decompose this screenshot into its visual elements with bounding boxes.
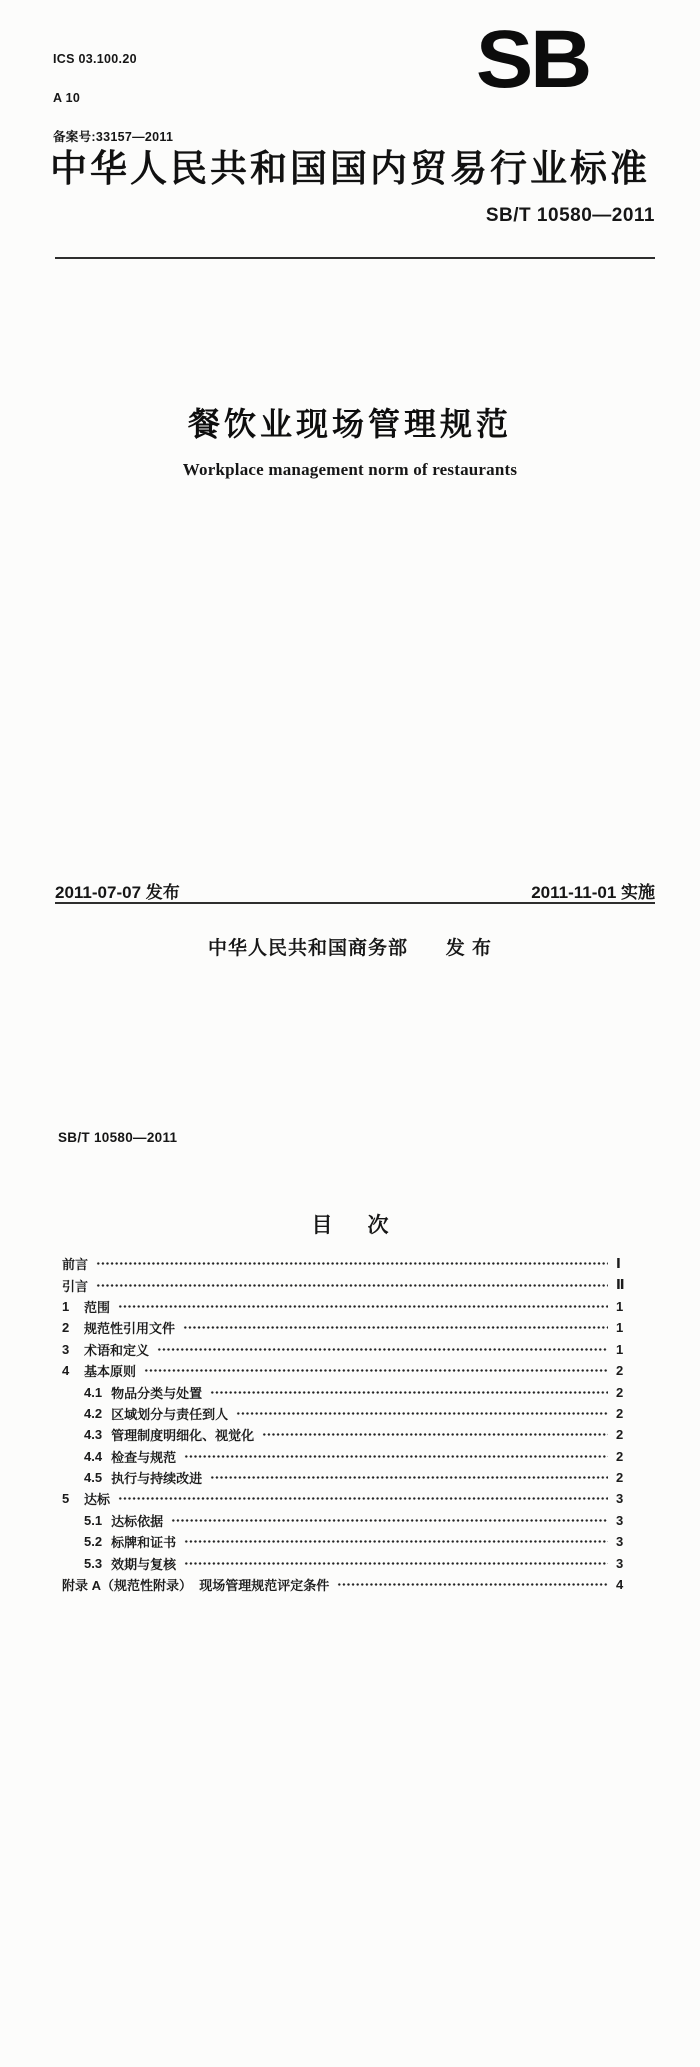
toc-entry (62, 1446, 634, 1467)
toc-leader-dots (184, 1540, 608, 1543)
toc-page-number: Ⅰ (616, 1255, 621, 1271)
toc-entry-number: 3 (62, 1341, 70, 1357)
toc-entry-label: 管理制度明细化、视觉化 (111, 1428, 255, 1444)
toc-entry-label: 术语和定义 (84, 1342, 150, 1358)
toc-entry (62, 1274, 634, 1295)
toc-entry-label: 执行与持续改进 (111, 1471, 203, 1487)
toc-page-number: 3 (616, 1491, 624, 1507)
toc-list (62, 1253, 634, 1595)
toc-page-number: 3 (616, 1555, 624, 1571)
standard-number: SB/T 10580—2011 (485, 205, 655, 226)
ics-class-code: A 10 (53, 91, 81, 105)
toc-entry-label: 标牌和证书 (111, 1535, 177, 1551)
toc-page-number: 2 (616, 1405, 624, 1421)
toc-leader-dots (96, 1262, 608, 1265)
toc-entry-number: 5 (62, 1491, 70, 1507)
toc-page-number: Ⅱ (616, 1277, 625, 1293)
toc-entry-number: 5.2 (84, 1534, 103, 1550)
toc-entry-label: 达标依据 (111, 1513, 164, 1529)
toc-entry-number: 2 (62, 1320, 70, 1336)
toc-leader-dots (118, 1305, 608, 1308)
toc-leader-dots (210, 1476, 608, 1479)
toc-page-number: 2 (616, 1470, 624, 1486)
dates-row (55, 878, 655, 903)
toc-entry (62, 1253, 634, 1274)
toc-page-number: 1 (616, 1320, 624, 1336)
toc-page-number: 2 (616, 1363, 624, 1379)
toc-leader-dots (210, 1391, 608, 1394)
toc-leader-dots (144, 1369, 608, 1372)
toc-page-number: 2 (616, 1448, 624, 1464)
standard-category-title: 中华人民共和国国内贸易行业标准 (50, 148, 650, 189)
toc-page-number: 1 (616, 1298, 624, 1314)
toc-entry-number: 5.1 (84, 1512, 103, 1528)
toc-entry (62, 1467, 634, 1488)
toc-title: 目 次 (311, 1214, 389, 1237)
toc-page-number: 1 (616, 1341, 624, 1357)
implementation-date: 2011-11-01 实施 (531, 883, 655, 902)
footer-rule (55, 902, 655, 904)
toc-entry-label: 前言 (62, 1257, 89, 1273)
toc-entry-label: 附录 A（规范性附录） 现场管理规范评定条件 (62, 1578, 330, 1594)
toc-leader-dots (184, 1562, 608, 1565)
toc-entry-number: 4.4 (84, 1448, 103, 1464)
toc-entry-number: 4.2 (84, 1405, 103, 1421)
toc-leader-dots (171, 1519, 608, 1522)
toc-leader-dots (157, 1348, 608, 1351)
toc-entry (62, 1360, 634, 1381)
toc-entry (62, 1510, 634, 1531)
toc-leader-dots (118, 1497, 608, 1500)
toc-entry-label: 检查与规范 (111, 1449, 177, 1465)
toc-entry-number: 5.3 (84, 1555, 103, 1571)
toc-leader-dots (96, 1284, 608, 1287)
toc-entry-label: 达标 (84, 1492, 111, 1508)
toc-entry-label: 区域划分与责任到人 (111, 1406, 229, 1422)
toc-entry-number: 4.5 (84, 1470, 103, 1486)
filing-number: 备案号:33157—2011 (53, 130, 174, 144)
toc-entry-label: 效期与复核 (111, 1556, 177, 1572)
toc-page-number: 4 (616, 1577, 624, 1593)
toc-entry (62, 1296, 634, 1317)
toc-entry-label: 引言 (62, 1278, 89, 1294)
toc-entry (62, 1339, 634, 1360)
header-rule (55, 257, 655, 259)
toc-page-number: 3 (616, 1512, 624, 1528)
toc-entry (62, 1574, 634, 1595)
toc-entry (62, 1531, 634, 1552)
toc-entry-label: 规范性引用文件 (84, 1321, 176, 1337)
toc-leader-dots (183, 1326, 608, 1329)
toc-entry (62, 1552, 634, 1573)
toc-page-number: 2 (616, 1427, 624, 1443)
issue-date: 2011-07-07 发布 (55, 883, 180, 902)
toc-entry (62, 1403, 634, 1424)
doc-title-en: Workplace management norm of restaurants (182, 460, 518, 479)
toc-page-number: 2 (616, 1384, 624, 1400)
publisher-line: 中华人民共和国商务部 发 布 (208, 938, 492, 959)
toc-leader-dots (236, 1412, 608, 1415)
page2-standard-number: SB/T 10580—2011 (58, 1130, 178, 1145)
toc-leader-dots (184, 1455, 608, 1458)
toc-page-number: 3 (616, 1534, 624, 1550)
toc-entry-label: 物品分类与处置 (111, 1385, 203, 1401)
toc-leader-dots (337, 1583, 608, 1586)
toc-entry-label: 范围 (84, 1299, 111, 1315)
toc-entry-number: 1 (62, 1298, 70, 1314)
toc-entry-number: 4.1 (84, 1384, 103, 1400)
ics-code: ICS 03.100.20 (53, 52, 137, 66)
doc-title-cn: 餐饮业现场管理规范 (187, 406, 512, 442)
toc-entry-label: 基本原则 (84, 1364, 137, 1380)
sb-logo: SB (475, 14, 590, 105)
toc-entry (62, 1424, 634, 1445)
toc-entry (62, 1488, 634, 1509)
toc-entry (62, 1381, 634, 1402)
toc-entry-number: 4 (62, 1363, 70, 1379)
toc-entry (62, 1317, 634, 1338)
toc-entry-number: 4.3 (84, 1427, 103, 1443)
toc-leader-dots (262, 1433, 608, 1436)
